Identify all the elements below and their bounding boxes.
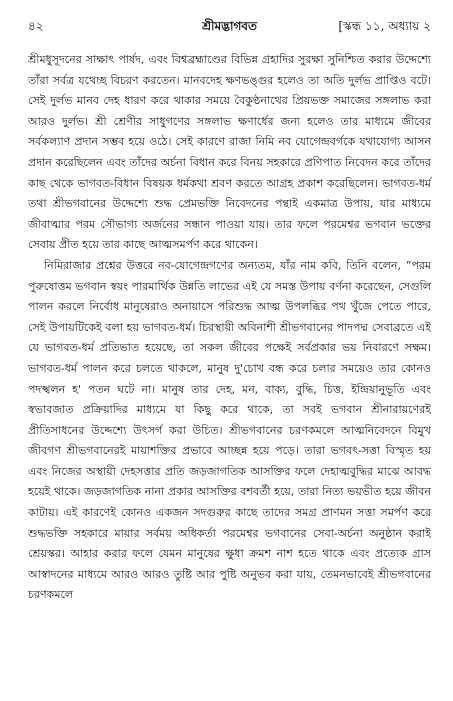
page-header xyxy=(28,16,431,36)
body-text xyxy=(28,50,431,606)
paragraph: নিমিরাজার প্রশ্নের উত্তরে নব-যোগেন্দ্রগণের অন্যতম, যাঁর নাম কবি, তিনি বলেন, “পরম পুরুষোত্তম ভগবান স্বয়ং পারমার্থিক উন্নতি লাভের এই যে সমস্ত উপায় বর্ণনা করেছেন, সেগুলি পালন করলে নির্বোধ মানুষেরাও অনায়াসে পরিশুদ্ধ আত্ম উপলব্ধির পথ খুঁজে পেতে পারে, সেই উপায়টিকেই বলা হয় ভাগবত-ধর্ম। চিরস্থায়ী অবিনাশী শ্রীভগবানের পাদপদ্ম সেবাব্রতে এই যে ভাগবত-ধর্ম প্রতিভাত হয়েছে, তা সকল জীবের পক্ষেই সর্বপ্রকার ভয় নিবারণে সক্ষম। ভাগবত-ধর্ম পালন করে চলতে থাকলে, মানুষ দু'চোখ বন্ধ করে চলার সময়েও তার কোনও পদস্খলন হ' পতন ঘটে না। মানুষ তার দেহ, মন, বাক্য, বুদ্ধি, চিত্ত, ইন্দ্রিয়ানুভূতি এবং স্বভাবজাত প্রক্রিয়াদির মাধ্যমে যা কিছু করে থাকে, তা সবই ভগবান শ্রীনারায়ণেরই প্রীতিসাধনের উদ্দেশ্যে উৎসর্গ করা উচিত। শ্রীভগবানের চরণকমলে আত্মনিবেদনে বিমুখ জীবগণ শ্রীভগবানেরই মায়াশক্তির প্রভাবে আচ্ছন্ন হয়ে পড়ে। তারা ভগবৎ-সত্তা বিস্মৃত হয় এবং নিজের অস্থায়ী দেহসত্তার প্রতি জড়জাগতিক আসক্তির ফলে দেহাত্মবুদ্ধির মাঝে আবদ্ধ হয়েই থাকে। জড়জাগতিক নানা প্রকার আসক্তির বশবর্তী হয়ে, তারা নিত্য ভয়ভীত হয়ে জীবন কাটায়। এই কারণেই কোনও একজন সদগুরুর কাছে তাদের সমগ্র প্রাণমন সত্তা সমর্পণ করে শুদ্ধভক্তি সহকারে মায়ার সর্বময় অধিকর্তা পরমেশ্বর ভগবানের সেবা-অর্চনা অনুষ্ঠান করাই শ্রেয়স্কর। আহার করার ফলে যেমন মানুষের ক্ষুধা ক্রমশ নাশ হতে থাকে এবং প্রত্যেক গ্রাস আস্বাদনের মাধ্যমে আরও আরও তুষ্টি আর পুষ্টি অনুভব করা যায়, তেমনভাবেই শ্রীভগবানের চরণকমলে xyxy=(28,258,431,602)
chapter-reference: [স্কন্ধ ১১, অধ্যায় ২ xyxy=(338,19,431,33)
page-number: ৪২ xyxy=(28,19,44,33)
paragraph: শ্রীমধুসূদনের সাক্ষাৎ পার্ষদ, এবং বিশ্বব্রহ্মাণ্ডের বিভিন্ন গ্রহাদির সুরক্ষা সুনিশ্চিত করার উদ্দেশ্যে তাঁরা সর্বত্র যথেচ্ছ বিচরণ করতেন। মানবদেহ ক্ষণভঙ্গুর হলেও তা অতি দুর্লভ প্রাপ্তিও বটে। সেই দুর্লভ মানব দেহ ধারণ করে থাকার সময়ে বৈকুণ্ঠনাথের প্রিয়ভক্ত সমাজের সঙ্গলাভ করা আরও দুর্লভ। শ্রী শ্রেণীর সাধুগণের সঙ্গলাভ ক্ষণার্ধের জন্য হলেও তার মাধ্যমে জীবের সর্বকল্যাণ প্রদান সম্ভব হয়ে ওঠে। সেই কারণে রাজা নিমি নব যোগেন্দ্রবর্গকে যথাযোগ্য আসন প্রদান করেছিলেন এবং তাঁদের অর্চনা বিধান করে বিনয় সহকারে প্রণিপাত নিবেদন করে তাঁদের কাছ থেকে ভাগবত-বিধান বিষয়ক ধর্মকথা শ্রবণ করতে আগ্রহ প্রকাশ করেছিলেন। ভাগবত-ধর্ম তথা শ্রীভগবানের উদ্দেশ্যে শুদ্ধ প্রেমভক্তি নিবেদনের পন্থাই একমাত্র উপায়, যার মাধ্যমে জীবাত্মার পরম সৌভাগ্য অর্জনের সন্ধান পাওয়া যায়। তার ফলে পরমেশ্বর ভগবান ভক্তের সেবায় প্রীত হয়ে তার কাছে আত্মসমর্পণ করে থাকেন। xyxy=(28,53,431,252)
running-title: শ্রীমদ্ভাগবত xyxy=(201,19,257,33)
